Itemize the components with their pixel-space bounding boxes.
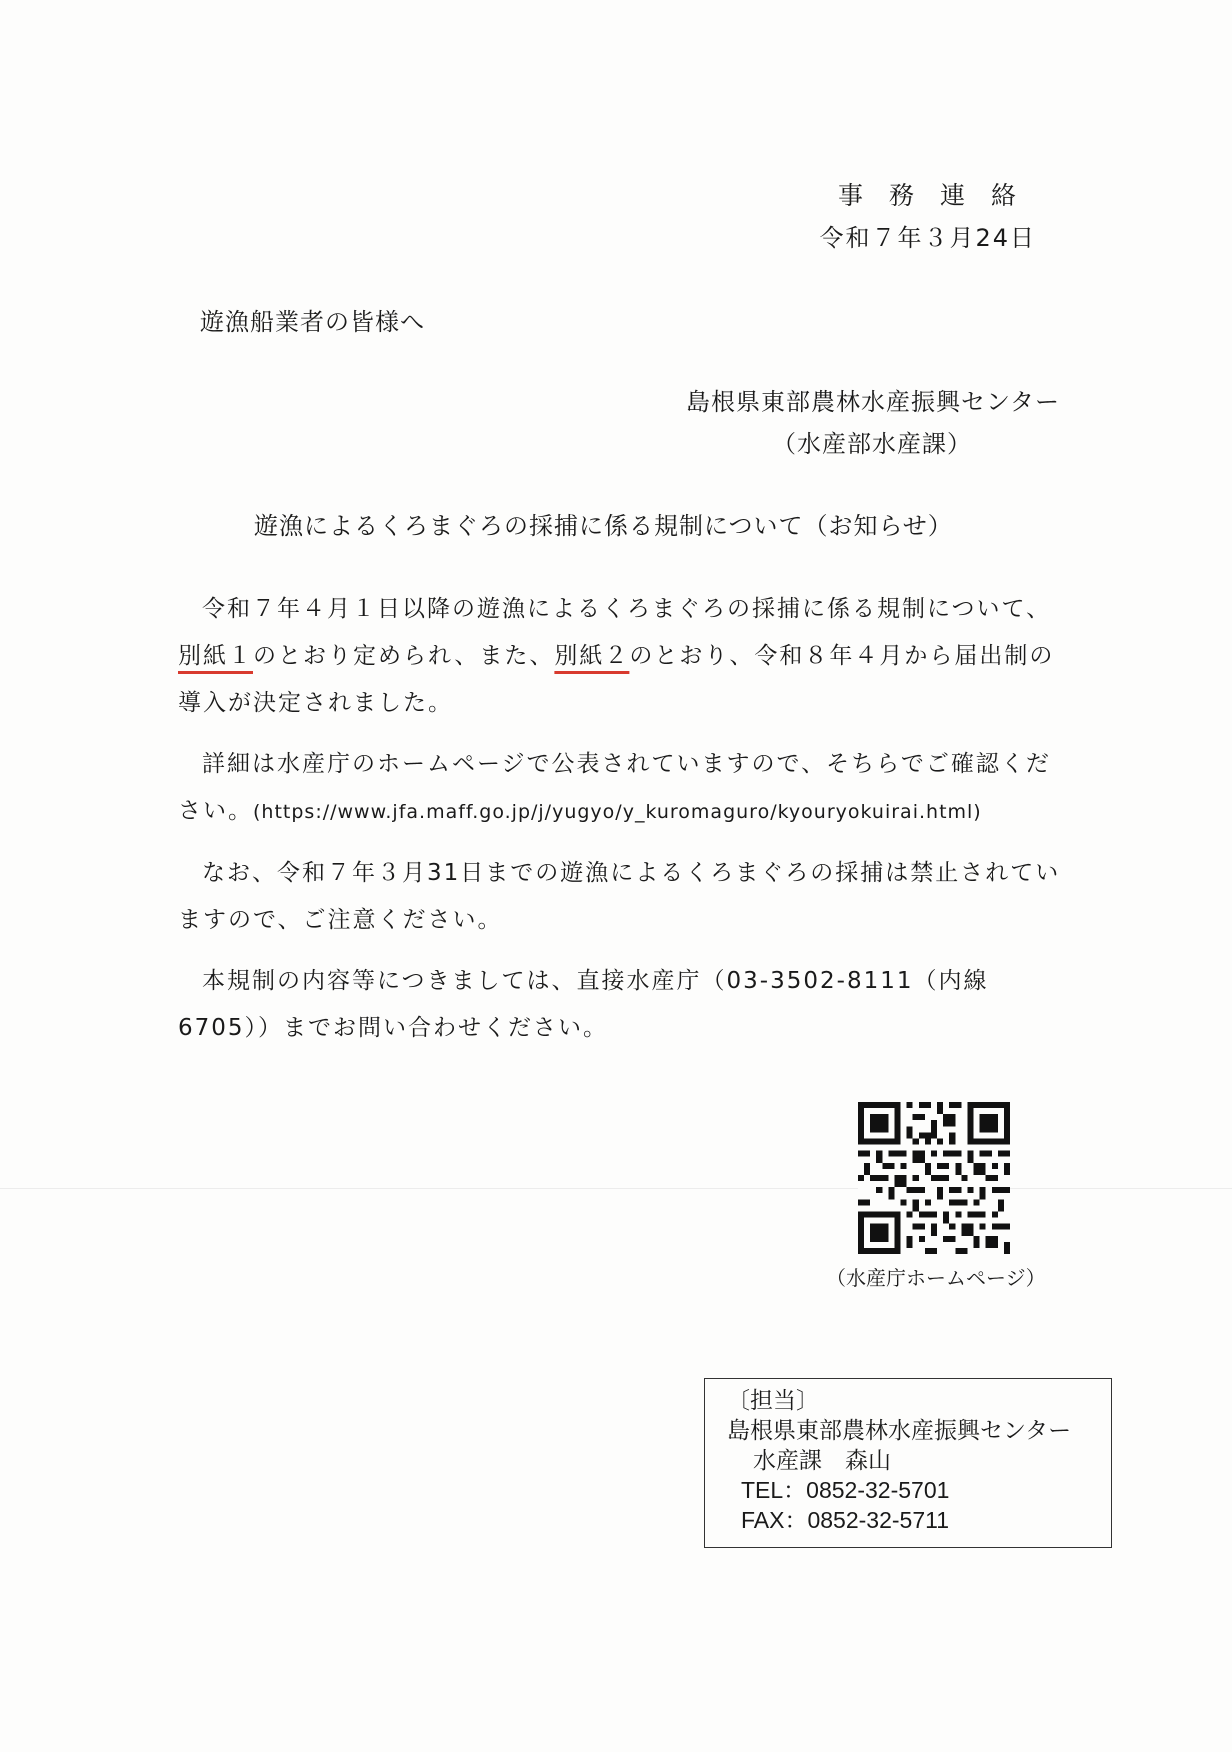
contact-fax: FAX：0852-32-5711 [741,1507,949,1533]
attachment-2-reference: 別紙２ [554,643,630,669]
contact-label: 〔担当〕 [727,1387,819,1413]
qr-code-icon [858,1102,1010,1254]
paragraph-text: のとおり定められ、また、 [253,643,555,669]
sender-department: （水産部水産課） [772,430,972,458]
issue-date: 令和７年３月24日 [819,224,1036,252]
paragraph-text: 令和７年４月１日以降の遊漁によるくろまぐろの採捕に係る規制について、 [202,596,1052,622]
contact-tel: TEL：0852-32-5701 [741,1477,950,1503]
sender-organization: 島根県東部農林水産振興センター [685,388,1060,416]
paragraph-regulation [178,586,1068,727]
paragraph-text: のとおり、令和８年４月から届出制の導入が決定されました。 [178,643,1055,716]
qr-caption: （水産庁ホームページ） [826,1266,1046,1290]
paper-fold-line [0,1188,1232,1189]
fisheries-agency-url: (https://www.jfa.maff.go.jp/j/yugyo/y_kuromaguro/kyouryokuirai.html) [253,801,982,823]
contact-organization: 島根県東部農林水産振興センター [727,1417,1072,1443]
letter-body [178,586,1068,1066]
contact-box [704,1378,1112,1548]
paragraph-details [178,741,1068,836]
paragraph-text: 詳細は水産庁のホームページで公表されていますので、そちらでご確認ください。 [178,751,1051,824]
notice-title: 遊漁によるくろまぐろの採捕に係る規制について（お知らせ） [254,512,953,540]
document-type: 事務連絡 [837,181,1042,210]
paragraph-inquiry: 本規制の内容等につきましては、直接水産庁（03-3502-8111（内線 6705））までお問い合わせください。 [178,968,989,1041]
paragraph-prohibition: なお、令和７年３月31日までの遊漁によるくろまぐろの採捕は禁止されていますので、ご注意ください。 [178,860,1061,933]
attachment-1-reference: 別紙１ [178,643,253,669]
contact-person: 水産課 森山 [753,1447,891,1473]
addressee: 遊漁船業者の皆様へ [200,308,425,336]
